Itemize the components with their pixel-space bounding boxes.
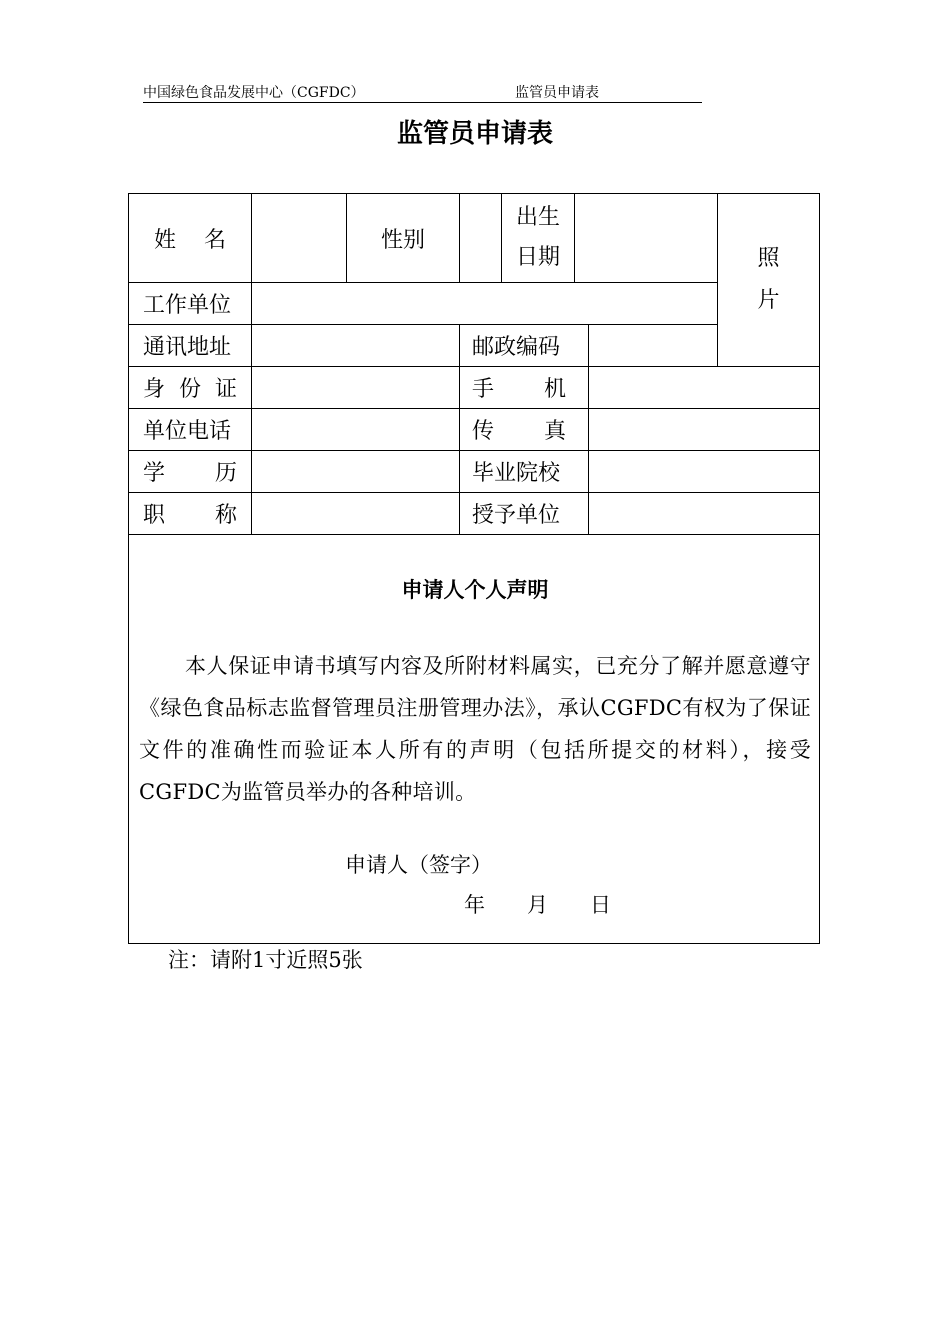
declaration-section bbox=[129, 535, 820, 944]
fax-value-field[interactable] bbox=[589, 409, 820, 451]
mobile-value-field[interactable] bbox=[589, 367, 820, 409]
workplace-value-field[interactable] bbox=[252, 283, 718, 325]
granting-unit-value-field[interactable] bbox=[589, 493, 820, 535]
header-organization: 中国绿色食品发展中心（CGFDC） bbox=[143, 85, 365, 101]
graduate-school-value-field[interactable] bbox=[589, 451, 820, 493]
application-form-table bbox=[128, 193, 820, 944]
granting-unit-label: 授予单位 bbox=[460, 493, 589, 535]
declaration-body: 本人保证申请书填写内容及所附材料属实，已充分了解并愿意遵守《绿色食品标志监督管理员注册管理办法》，承认CGFDC有权为了保证文件的准确性而验证本人所有的声明（包括所提交的材料），接受CGFDC为监管员举办的各种培训。 bbox=[139, 654, 811, 804]
workplace-label: 工作单位 bbox=[129, 283, 252, 325]
address-label: 通讯地址 bbox=[129, 325, 252, 367]
signature-date-line: 年 月 日 bbox=[464, 893, 611, 917]
education-value-field[interactable] bbox=[252, 451, 460, 493]
professional-title-value-field[interactable] bbox=[252, 493, 460, 535]
id-card-label: 身 份 证 bbox=[129, 367, 252, 409]
postcode-value-field[interactable] bbox=[589, 325, 718, 367]
mobile-label: 手 机 bbox=[460, 367, 589, 409]
work-phone-label: 单位电话 bbox=[129, 409, 252, 451]
name-value-field[interactable] bbox=[252, 194, 347, 283]
header-form-name: 监管员申请表 bbox=[515, 85, 599, 101]
work-phone-value-field[interactable] bbox=[252, 409, 460, 451]
professional-title-label: 职 称 bbox=[129, 493, 252, 535]
graduate-school-label: 毕业院校 bbox=[460, 451, 589, 493]
address-value-field[interactable] bbox=[252, 325, 460, 367]
postcode-label: 邮政编码 bbox=[460, 325, 589, 367]
birth-date-value-field[interactable] bbox=[575, 194, 718, 283]
document-title: 监管员申请表 bbox=[396, 119, 553, 149]
gender-label: 性别 bbox=[347, 194, 460, 283]
photo-area: 照 片 bbox=[718, 194, 820, 367]
declaration-heading: 申请人个人声明 bbox=[401, 578, 549, 602]
id-card-value-field[interactable] bbox=[252, 367, 460, 409]
photo-note: 注：请附1寸近照5张 bbox=[168, 948, 363, 972]
page-header bbox=[143, 84, 702, 103]
education-label: 学 历 bbox=[129, 451, 252, 493]
signature-label: 申请人（签字） bbox=[345, 853, 492, 877]
fax-label: 传 真 bbox=[460, 409, 589, 451]
gender-value-field[interactable] bbox=[460, 194, 502, 283]
birth-date-label: 出生 日期 bbox=[502, 194, 575, 283]
name-label: 姓 名 bbox=[129, 194, 252, 283]
